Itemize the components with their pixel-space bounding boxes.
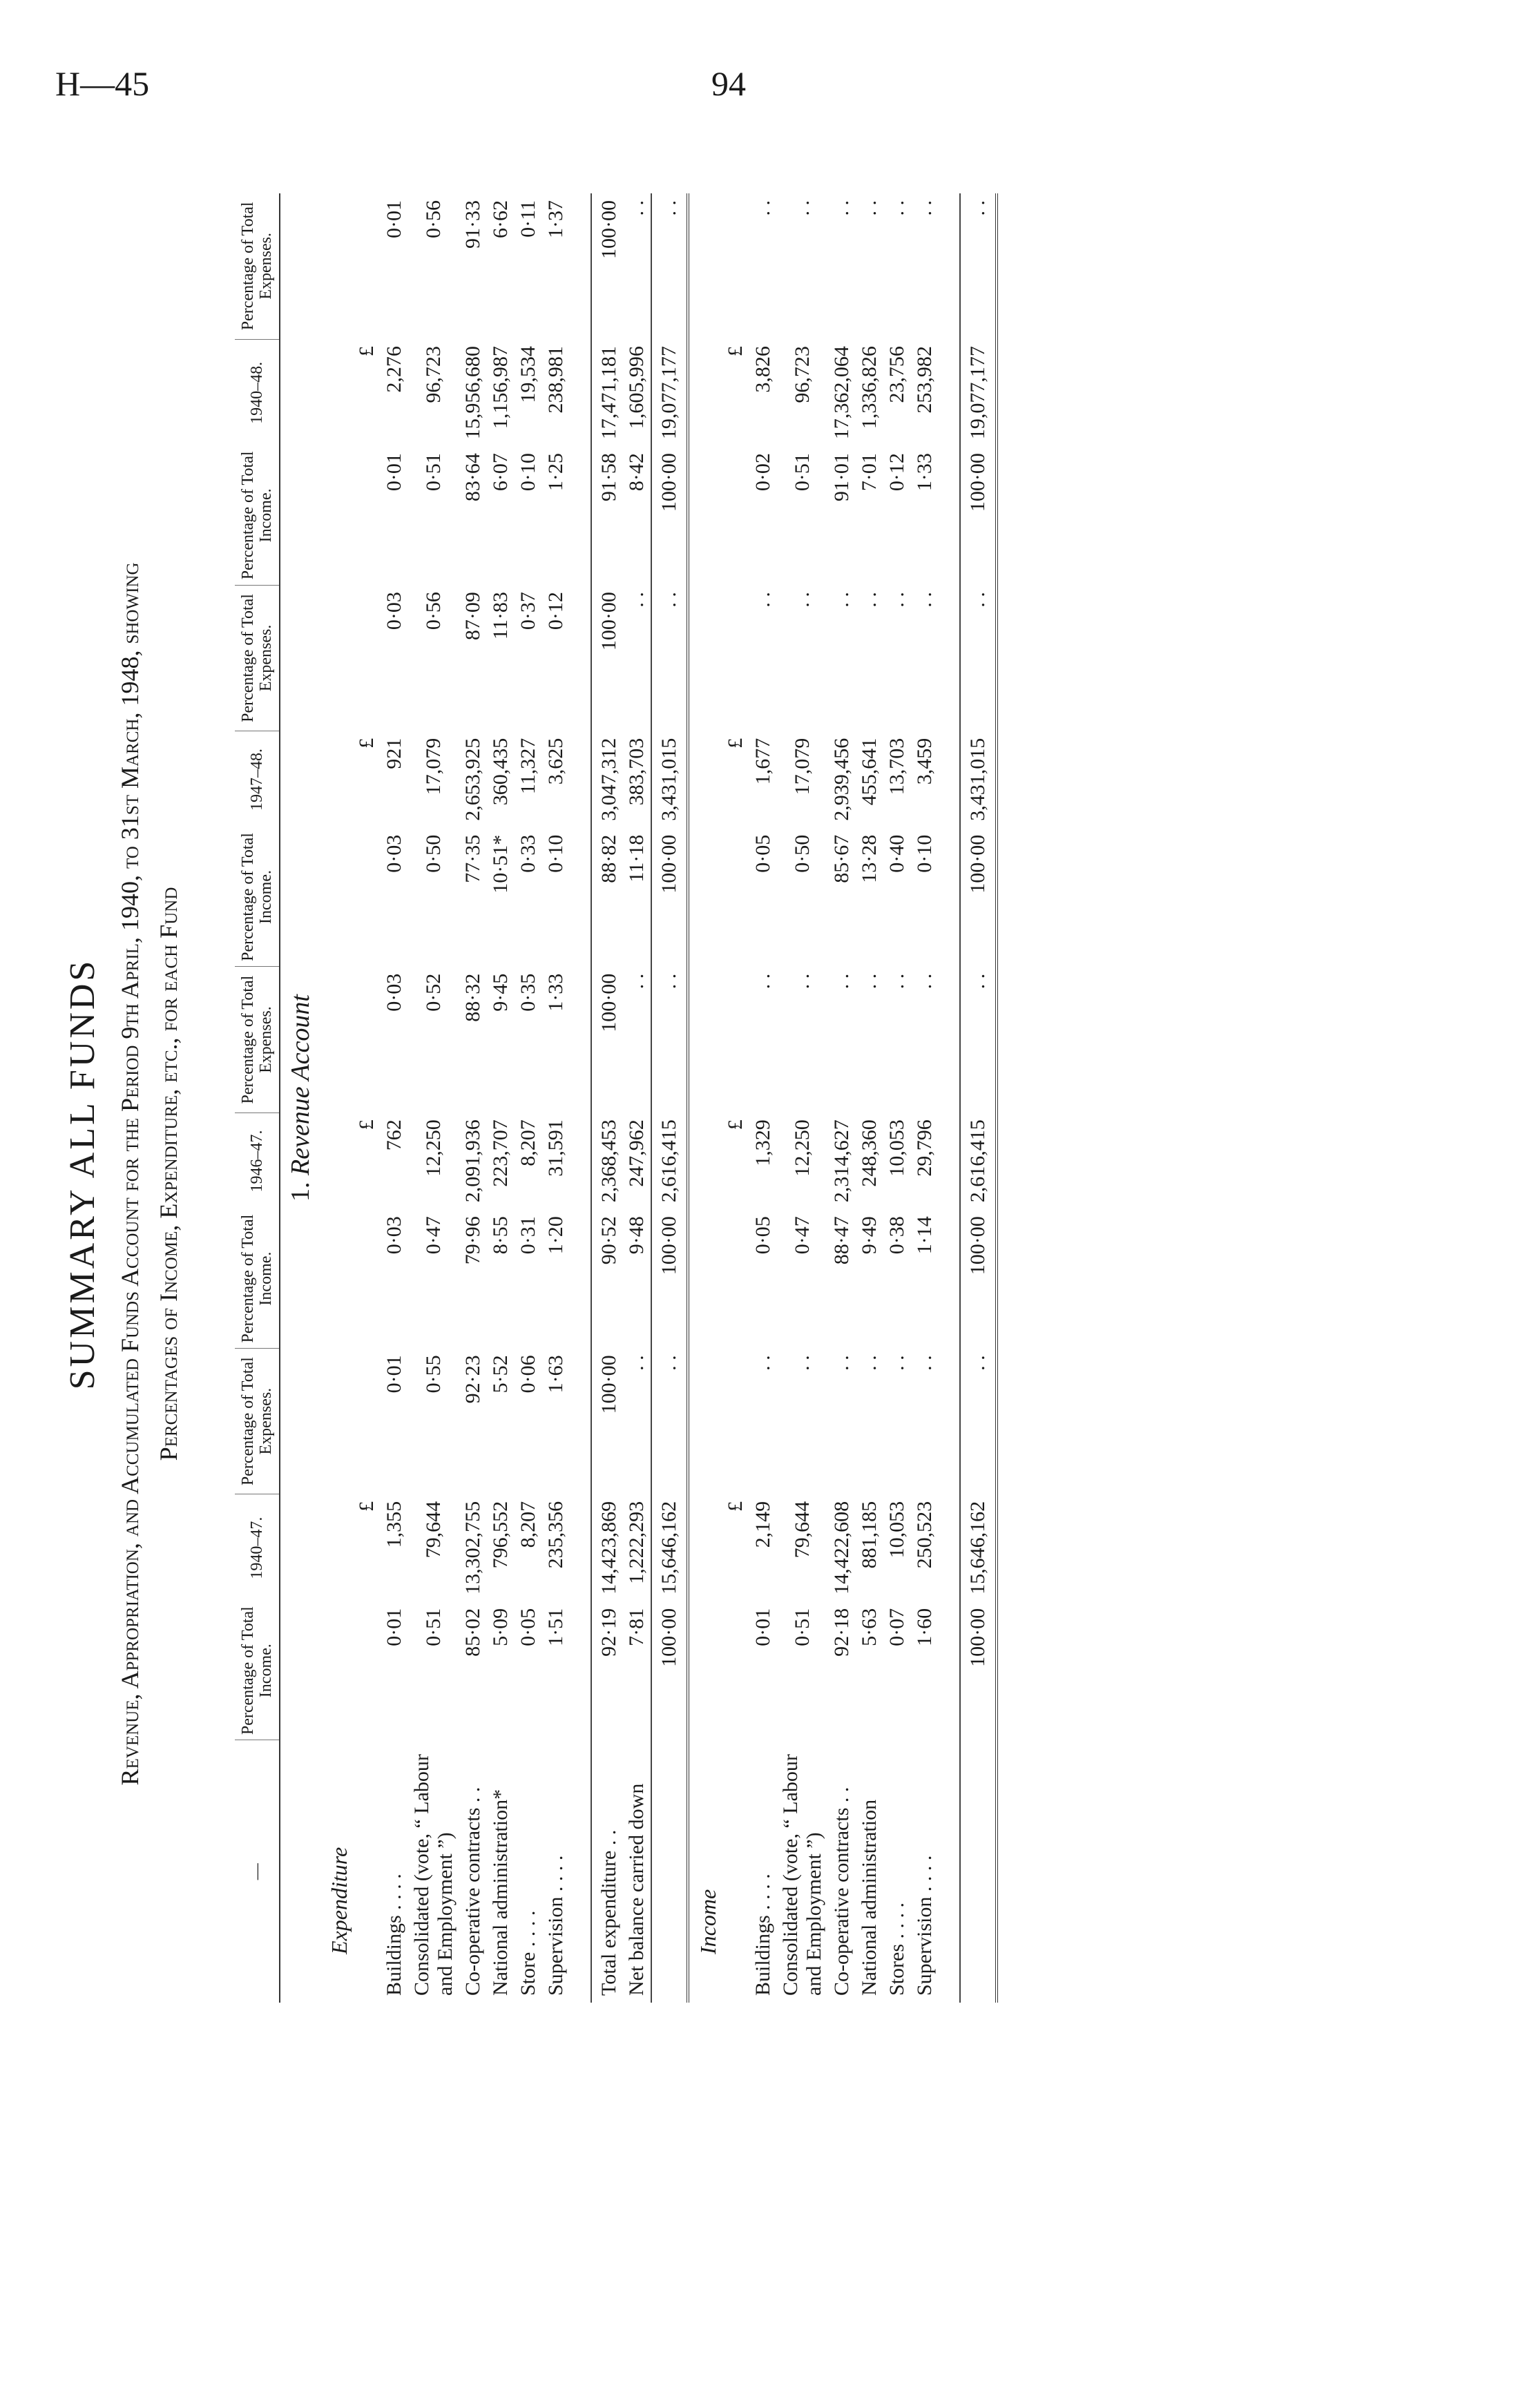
row-label: Supervision . . . .	[913, 1855, 936, 1996]
cell-value: 1·33	[913, 453, 936, 492]
cell-value: . .	[651, 193, 688, 339]
col-period-2: 1946–47.	[235, 1113, 280, 1209]
cell-value: 14,423,869	[591, 1494, 623, 1601]
row-label	[960, 1740, 997, 2003]
currency-row	[353, 193, 381, 2003]
rotated-content	[0, 138, 1347, 2210]
cell-value: 100·00	[651, 828, 688, 967]
cell-value: 0·03	[383, 834, 405, 873]
cell-value: 79·96	[461, 1216, 484, 1265]
cell-value: 85·02	[461, 1608, 484, 1657]
cell-value: 2,091,936	[461, 1119, 484, 1203]
currency-mark: £	[355, 1501, 378, 1512]
cell-value: 100·00	[960, 828, 997, 967]
expenditure-row	[459, 193, 487, 2003]
cell-value: 12,250	[422, 1119, 445, 1177]
cell-value: 13,703	[885, 738, 908, 796]
row-label: Buildings . . . .	[751, 1874, 774, 1996]
cell-value: 100·00	[960, 1209, 997, 1348]
cell-value: 10,053	[885, 1501, 908, 1559]
cell-value: 87·09	[461, 592, 484, 641]
cell-value: 2,616,415	[651, 1113, 688, 1209]
group-heading-income	[688, 193, 722, 2003]
cell-value: . .	[858, 1355, 881, 1371]
cell-value: 11·83	[489, 592, 512, 640]
cell-value: 9·48	[625, 1216, 648, 1255]
col-pct-expenses: Percentage of Total Expenses.	[235, 967, 280, 1113]
cell-value: 1,222,293	[625, 1501, 648, 1584]
cell-value: 0·07	[885, 1608, 908, 1646]
cell-value: 223,707	[489, 1119, 512, 1187]
cell-value: 79,644	[422, 1501, 445, 1559]
cell-value: 79,644	[791, 1501, 814, 1559]
cell-value: 0·01	[383, 1355, 405, 1394]
col-period-4: 1940–48.	[235, 339, 280, 446]
cell-value: 19,077,177	[960, 339, 997, 446]
cell-value: . .	[885, 200, 908, 216]
cell-value: 9·49	[858, 1216, 881, 1255]
cell-value: 0·55	[422, 1355, 445, 1394]
cell-value: 12,250	[791, 1119, 814, 1177]
col-pct-income: Percentage of Total Income.	[235, 1209, 280, 1348]
cell-value: 92·18	[830, 1608, 853, 1657]
cell-value: 0·06	[517, 1355, 539, 1394]
cell-value: 11·18	[625, 834, 648, 883]
cell-value: 0·01	[751, 1608, 774, 1646]
cell-value: 100·00	[651, 1209, 688, 1348]
cell-value: 0·05	[517, 1608, 539, 1646]
cell-value: 6·07	[489, 453, 512, 492]
cell-value: 0·11	[517, 200, 539, 238]
cell-value: 17,471,181	[591, 339, 623, 446]
cell-value: 2,616,415	[960, 1113, 997, 1209]
income-row	[883, 193, 911, 2003]
cell-value: 0·02	[751, 453, 774, 492]
cell-value: 1·60	[913, 1608, 936, 1646]
cell-value: 1,355	[383, 1501, 405, 1548]
cell-value: 6·62	[489, 200, 512, 238]
page-title: SUMMARY ALL FUNDS	[63, 958, 102, 1390]
row-label: Co-operative contracts . .	[461, 1786, 484, 1996]
cell-value: . .	[791, 1355, 814, 1371]
cell-value: 15,646,162	[651, 1494, 688, 1601]
cell-value: 2,653,925	[461, 738, 484, 821]
cell-value: 100·00	[960, 446, 997, 585]
cell-value: 0·38	[885, 1216, 908, 1255]
cell-value: . .	[751, 973, 774, 990]
cell-value: . .	[858, 200, 881, 216]
cell-value: 88·47	[830, 1216, 853, 1265]
cell-value: 0·33	[517, 834, 539, 873]
currency-mark: £	[355, 346, 378, 357]
cell-value: . .	[913, 973, 936, 990]
cell-value: 92·23	[461, 1355, 484, 1404]
expenditure-row	[542, 193, 570, 2003]
col-period-1: 1940–47.	[235, 1494, 280, 1601]
cell-value: 9·45	[489, 973, 512, 1012]
cell-value: . .	[858, 973, 881, 990]
cell-value: 253,982	[913, 346, 936, 414]
col-pct-income: Percentage of Total Income.	[235, 446, 280, 585]
row-label: Total expenditure . .	[591, 1740, 623, 2003]
expenditure-heading: Expenditure	[327, 1847, 352, 1954]
spacer-row	[939, 193, 960, 2003]
currency-mark: £	[724, 738, 747, 749]
row-label	[651, 1740, 688, 2003]
section-heading	[280, 193, 320, 2003]
cell-value: . .	[960, 585, 997, 731]
cell-value: 15,646,162	[960, 1494, 997, 1601]
cell-value: 17,079	[791, 738, 814, 796]
cell-value: 0·56	[422, 200, 445, 238]
cell-value: 1·20	[544, 1216, 567, 1255]
cell-value: 0·03	[383, 592, 405, 630]
cell-value: 17,079	[422, 738, 445, 796]
cell-value: 1,336,826	[858, 346, 881, 430]
cell-value: . .	[751, 592, 774, 608]
cell-value: . .	[791, 592, 814, 608]
cell-value: . .	[960, 1348, 997, 1494]
header-row	[235, 193, 280, 2003]
cell-value: 100·00	[591, 1348, 623, 1494]
cell-value: 455,641	[858, 738, 881, 806]
cell-value: 100·00	[651, 1601, 688, 1740]
cell-value: 14,422,608	[830, 1501, 853, 1595]
cell-value: 19,077,177	[651, 339, 688, 446]
subtitle	[111, 138, 188, 2210]
cell-value: 96,723	[422, 346, 445, 403]
cell-value: 0·05	[751, 1216, 774, 1255]
cell-value: . .	[791, 973, 814, 990]
cell-value: 0·10	[517, 453, 539, 492]
row-label: Stores . . . .	[885, 1903, 908, 1996]
cell-value: 0·05	[751, 834, 774, 873]
cell-value: 7·01	[858, 453, 881, 492]
cell-value: 762	[383, 1119, 405, 1151]
net-balance-row	[623, 193, 651, 2003]
group-heading-expenditure	[320, 193, 353, 2003]
row-label: National administration	[858, 1799, 881, 1996]
cell-value: 1·33	[544, 973, 567, 1012]
cell-value: . .	[885, 973, 908, 990]
cell-value: 15,956,680	[461, 346, 484, 440]
currency-mark: £	[355, 1119, 378, 1130]
cell-value: 0·01	[383, 200, 405, 238]
cell-value: 92·19	[591, 1601, 623, 1740]
cell-value: . .	[830, 200, 853, 216]
row-label: Net balance carried down	[625, 1783, 648, 1996]
cell-value: 0·03	[383, 1216, 405, 1255]
cell-value: 0·51	[791, 453, 814, 492]
income-row	[856, 193, 883, 2003]
cell-value: 31,591	[544, 1119, 567, 1177]
col-pct-expenses: Percentage of Total Expenses.	[235, 193, 280, 339]
cell-value: . .	[830, 1355, 853, 1371]
section-title: Revenue Account	[286, 994, 315, 1175]
cell-value: 8·55	[489, 1216, 512, 1255]
row-label: Supervision . . . .	[544, 1855, 567, 1996]
income-grand-total-row	[960, 193, 997, 2003]
cell-value: . .	[751, 1355, 774, 1371]
cell-value: 0·40	[885, 834, 908, 873]
cell-value: 0·01	[383, 453, 405, 492]
cell-value: 2,149	[751, 1501, 774, 1548]
cell-value: 0·37	[517, 592, 539, 630]
row-label: Consolidated (vote, “ Labour and Employment ”)	[779, 1754, 825, 1996]
page-ref: H—45	[55, 64, 150, 103]
page-number: 94	[711, 64, 746, 103]
cell-value: 383,703	[625, 738, 648, 806]
cell-value: . .	[913, 592, 936, 608]
cell-value: 1·14	[913, 1216, 936, 1255]
cell-value: 0·01	[383, 1608, 405, 1646]
cell-value: 100·00	[591, 967, 623, 1113]
income-heading: Income	[695, 1889, 720, 1954]
spacer-row	[570, 193, 591, 2003]
expenditure-row	[381, 193, 408, 2003]
cell-value: 247,962	[625, 1119, 648, 1187]
cell-value: 13,302,755	[461, 1501, 484, 1595]
cell-value: 29,796	[913, 1119, 936, 1177]
cell-value: 11,327	[517, 738, 539, 795]
cell-value: 3,826	[751, 346, 774, 393]
row-label: Consolidated (vote, “ Labour and Employment ”)	[410, 1754, 457, 1996]
cell-value: 0·35	[517, 973, 539, 1012]
cell-value: 8,207	[517, 1119, 539, 1166]
cell-value: 881,185	[858, 1501, 881, 1569]
cell-value: . .	[651, 967, 688, 1113]
row-label: Buildings . . . .	[383, 1874, 405, 1996]
row-label: Store . . . .	[517, 1910, 539, 1996]
income-row	[777, 193, 828, 2003]
cell-value: 0·31	[517, 1216, 539, 1255]
cell-value: 0·56	[422, 592, 445, 630]
cell-value: 5·52	[489, 1355, 512, 1394]
cell-value: 1,156,987	[489, 346, 512, 430]
cell-value: 1,329	[751, 1119, 774, 1166]
expenditure-row	[515, 193, 542, 2003]
cell-value: 0·51	[422, 453, 445, 492]
cell-value: 19,534	[517, 346, 539, 403]
funds-table	[235, 193, 998, 2003]
cell-value: 77·35	[461, 834, 484, 883]
cell-value: 0·47	[422, 1216, 445, 1255]
subtitle-line-1: Revenue, Appropriation, and Accumulated Funds Account for the Period 9th April, 1940, to 31st March, 1948, showing	[116, 562, 144, 1786]
cell-value: 5·09	[489, 1608, 512, 1646]
cell-value: 0·03	[383, 973, 405, 1012]
cell-value: 91·01	[830, 453, 853, 502]
cell-value: 1·51	[544, 1608, 567, 1646]
cell-value: . .	[830, 592, 853, 608]
cell-value: 796,552	[489, 1501, 512, 1569]
cell-value: 88·82	[591, 828, 623, 967]
expenditure-grand-total-row	[651, 193, 688, 2003]
cell-value: 0·12	[885, 453, 908, 492]
income-row	[828, 193, 856, 2003]
cell-value: 0·52	[422, 973, 445, 1012]
cell-value: 235,356	[544, 1501, 567, 1569]
cell-value: 17,362,064	[830, 346, 853, 440]
row-label: Co-operative contracts . .	[830, 1786, 853, 1996]
cell-value: 921	[383, 738, 405, 769]
cell-value: 100·00	[591, 193, 623, 339]
cell-value: . .	[625, 973, 648, 990]
cell-value: 0·51	[422, 1608, 445, 1646]
cell-value: 1·25	[544, 453, 567, 492]
cell-value: 13·28	[858, 834, 881, 883]
cell-value: . .	[885, 592, 908, 608]
total-expenditure-row	[591, 193, 623, 2003]
cell-value: . .	[885, 1355, 908, 1371]
cell-value: 100·00	[651, 446, 688, 585]
income-row	[911, 193, 939, 2003]
cell-value: . .	[751, 200, 774, 216]
cell-value: 248,360	[858, 1119, 881, 1187]
cell-value: 7·81	[625, 1608, 648, 1646]
cell-value: . .	[791, 200, 814, 216]
cell-value: 2,939,456	[830, 738, 853, 821]
cell-value: 23,756	[885, 346, 908, 403]
cell-value: 91·33	[461, 200, 484, 249]
col-pct-expenses: Percentage of Total Expenses.	[235, 585, 280, 731]
col-blank: —	[235, 1740, 280, 2003]
currency-mark: £	[355, 738, 378, 749]
cell-value: 90·52	[591, 1209, 623, 1348]
cell-value: 3,431,015	[651, 731, 688, 828]
table-body	[280, 193, 997, 2003]
cell-value: . .	[960, 967, 997, 1113]
cell-value: 85·67	[830, 834, 853, 883]
cell-value: . .	[858, 592, 881, 608]
currency-mark: £	[724, 346, 747, 357]
row-label: National administration*	[489, 1789, 512, 1996]
cell-value: . .	[913, 200, 936, 216]
cell-value: 360,435	[489, 738, 512, 806]
col-pct-expenses: Percentage of Total Expenses.	[235, 1348, 280, 1494]
cell-value: 10·51*	[489, 834, 512, 894]
cell-value: 8,207	[517, 1501, 539, 1548]
cell-value: 2,368,453	[591, 1113, 623, 1209]
cell-value: 5·63	[858, 1608, 881, 1646]
cell-value: . .	[913, 1355, 936, 1371]
cell-value: 3,625	[544, 738, 567, 785]
cell-value: . .	[625, 592, 648, 608]
cell-value: 0·50	[791, 834, 814, 873]
income-row	[749, 193, 777, 2003]
col-pct-income: Percentage of Total Income.	[235, 1601, 280, 1740]
cell-value: 0·10	[913, 834, 936, 873]
cell-value: . .	[625, 1355, 648, 1371]
cell-value: 3,047,312	[591, 731, 623, 828]
cell-value: 96,723	[791, 346, 814, 403]
cell-value: . .	[625, 200, 648, 216]
cell-value: . .	[651, 585, 688, 731]
cell-value: 1,677	[751, 738, 774, 785]
cell-value: 2,276	[383, 346, 405, 393]
cell-value: 0·50	[422, 834, 445, 873]
cell-value: 2,314,627	[830, 1119, 853, 1203]
cell-value: 83·64	[461, 453, 484, 502]
currency-row	[722, 193, 749, 2003]
cell-value: 1·37	[544, 200, 567, 238]
cell-value: 0·51	[791, 1608, 814, 1646]
cell-value: 0·47	[791, 1216, 814, 1255]
expenditure-row	[487, 193, 515, 2003]
col-period-3: 1947–48.	[235, 731, 280, 828]
cell-value: 91·58	[591, 446, 623, 585]
col-pct-income: Percentage of Total Income.	[235, 828, 280, 967]
expenditure-row	[408, 193, 459, 2003]
cell-value: 8·42	[625, 453, 648, 492]
cell-value: 250,523	[913, 1501, 936, 1569]
cell-value: 0·12	[544, 592, 567, 630]
cell-value: 238,981	[544, 346, 567, 414]
cell-value: . .	[651, 1348, 688, 1494]
cell-value: . .	[830, 973, 853, 990]
cell-value: . .	[960, 193, 997, 339]
cell-value: 10,053	[885, 1119, 908, 1177]
cell-value: 1,605,996	[625, 346, 648, 430]
subtitle-line-2: Percentages of Income, Expenditure, etc., for each Fund	[155, 887, 182, 1461]
cell-value: 1·63	[544, 1355, 567, 1394]
currency-mark: £	[724, 1501, 747, 1512]
cell-value: 0·10	[544, 834, 567, 873]
cell-value: 100·00	[960, 1601, 997, 1740]
cell-value: 88·32	[461, 973, 484, 1022]
currency-mark: £	[724, 1119, 747, 1130]
section-number: 1.	[286, 1182, 315, 1202]
cell-value: 3,431,015	[960, 731, 997, 828]
cell-value: 100·00	[591, 585, 623, 731]
cell-value: 3,459	[913, 738, 936, 785]
